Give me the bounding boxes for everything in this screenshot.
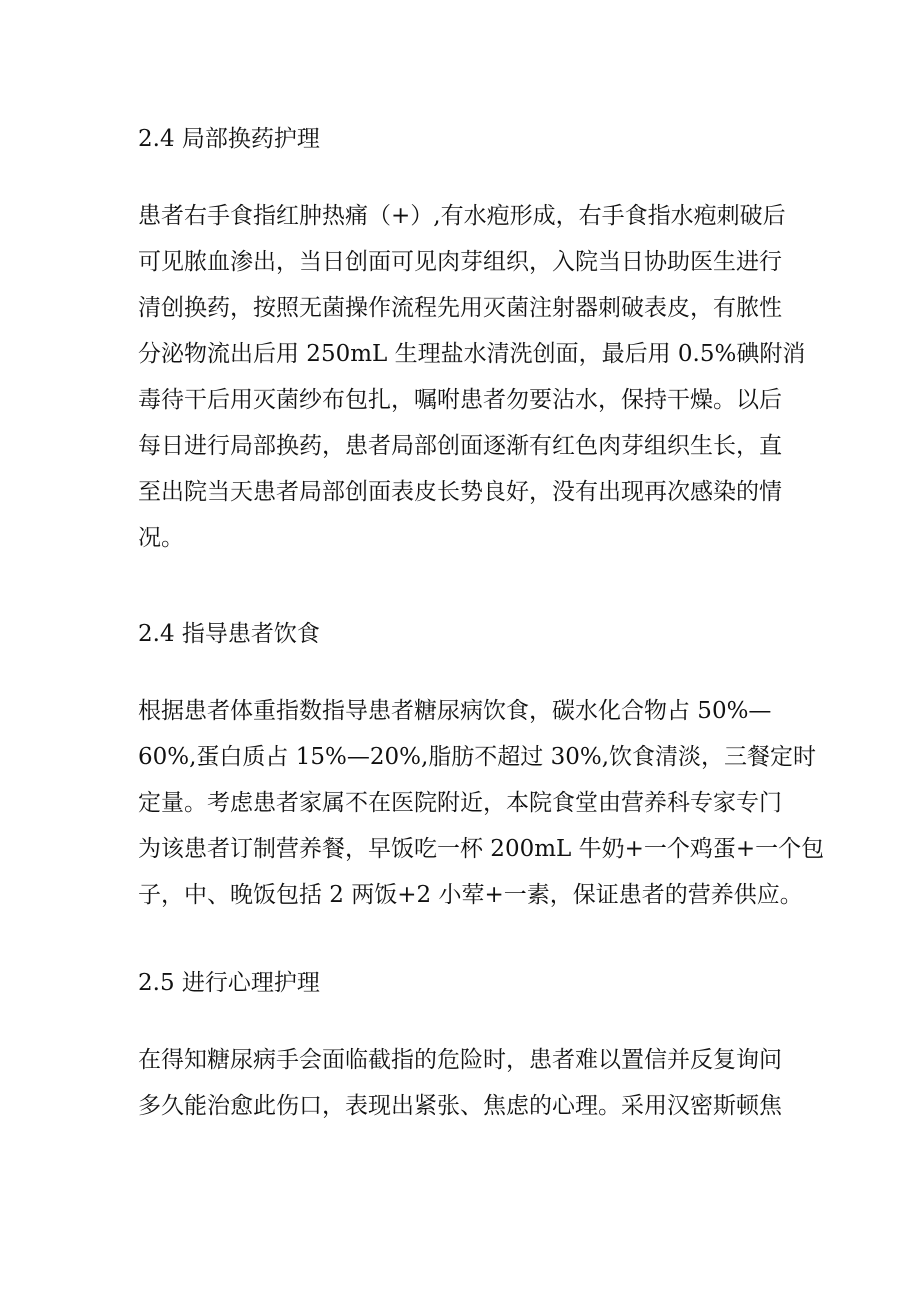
text-line: 子，中、晚饭包括 2 两饭+2 小荤+一素，保证患者的营养供应。 — [138, 882, 803, 908]
text-line: 定量。考虑患者家属不在医院附近，本院食堂由营养科专家专门 — [138, 790, 782, 816]
paragraph-wound-care — [138, 193, 806, 561]
section-heading-wound-care: 2.4 局部换药护理 — [138, 126, 320, 152]
paragraph-psych-care — [138, 1037, 788, 1129]
text-line: 每日进行局部换药，患者局部创面逐渐有红色肉芽组织生长，直 — [138, 433, 782, 459]
text-line: 根据患者体重指数指导患者糖尿病饮食，碳水化合物占 50%— — [138, 698, 772, 724]
section-heading-diet: 2.4 指导患者饮食 — [138, 621, 320, 647]
text-line: 分泌物流出后用 250mL 生理盐水清洗创面，最后用 0.5%碘附消 — [138, 341, 806, 367]
text-line: 况。 — [138, 525, 184, 551]
section-heading-psych-care: 2.5 进行心理护理 — [138, 970, 320, 996]
text-line: 清创换药，按照无菌操作流程先用灭菌注射器刺破表皮，有脓性 — [138, 295, 782, 321]
text-line: 可见脓血渗出，当日创面可见肉芽组织，入院当日协助医生进行 — [138, 249, 782, 275]
text-line: 在得知糖尿病手会面临截指的危险时，患者难以置信并反复询问 — [138, 1047, 782, 1073]
text-line: 60%,蛋白质占 15%—20%,脂肪不超过 30%,饮食清淡，三餐定时 — [138, 744, 817, 770]
text-line: 至出院当天患者局部创面表皮长势良好，没有出现再次感染的情 — [138, 479, 782, 505]
paragraph-diet — [138, 688, 825, 918]
text-line: 多久能治愈此伤口，表现出紧张、焦虑的心理。采用汉密斯顿焦 — [138, 1093, 782, 1119]
text-line: 毒待干后用灭菌纱布包扎，嘱咐患者勿要沾水，保持干燥。以后 — [138, 387, 782, 413]
text-line: 患者右手食指红肿热痛（+）,有水疱形成，右手食指水疱刺破后 — [138, 203, 786, 229]
text-line: 为该患者订制营养餐，早饭吃一杯 200mL 牛奶+一个鸡蛋+一个包 — [138, 836, 825, 862]
